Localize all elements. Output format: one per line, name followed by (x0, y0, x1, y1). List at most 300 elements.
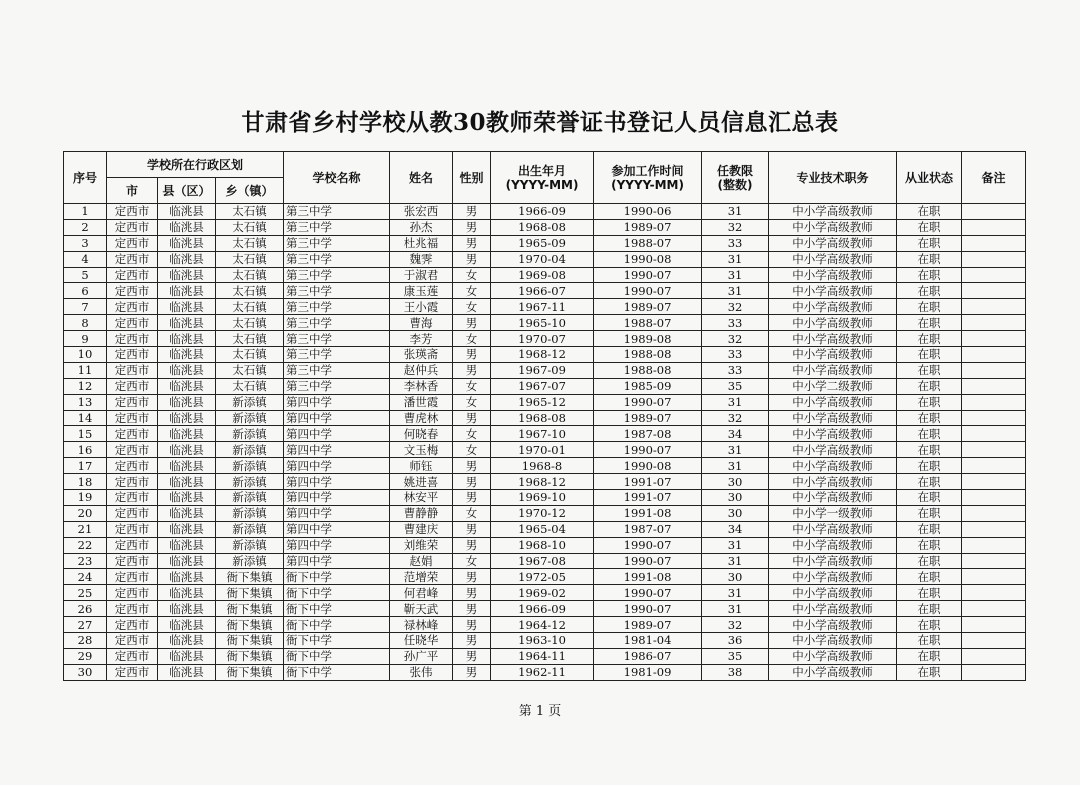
cell-town: 新添镇 (216, 490, 284, 506)
cell-gender: 女 (453, 331, 491, 347)
cell-work-start: 1991-07 (594, 474, 702, 490)
cell-school: 衙下中学 (284, 664, 390, 680)
header-town: 乡（镇） (216, 178, 284, 204)
cell-title: 中小学高级教师 (769, 664, 897, 680)
cell-county: 临洮县 (158, 633, 216, 649)
cell-city: 定西市 (107, 410, 158, 426)
cell-teaching-years: 32 (702, 617, 769, 633)
cell-county: 临洮县 (158, 664, 216, 680)
cell-town: 新添镇 (216, 537, 284, 553)
cell-county: 临洮县 (158, 219, 216, 235)
cell-work-start: 1990-06 (594, 204, 702, 220)
cell-title: 中小学高级教师 (769, 442, 897, 458)
cell-seq: 13 (64, 394, 107, 410)
cell-county: 临洮县 (158, 299, 216, 315)
cell-city: 定西市 (107, 394, 158, 410)
table-row (64, 617, 1026, 633)
table-row (64, 235, 1026, 251)
cell-town: 太石镇 (216, 235, 284, 251)
cell-birth: 1969-02 (491, 585, 594, 601)
table-row (64, 267, 1026, 283)
cell-school: 第三中学 (284, 347, 390, 363)
cell-title: 中小学高级教师 (769, 537, 897, 553)
cell-status: 在职 (897, 458, 962, 474)
cell-birth: 1965-12 (491, 394, 594, 410)
cell-name: 师钰 (390, 458, 453, 474)
cell-teaching-years: 33 (702, 315, 769, 331)
cell-name: 赵仲兵 (390, 362, 453, 378)
cell-name: 曹静静 (390, 505, 453, 521)
cell-town: 衙下集镇 (216, 664, 284, 680)
cell-city: 定西市 (107, 442, 158, 458)
cell-status: 在职 (897, 585, 962, 601)
cell-city: 定西市 (107, 569, 158, 585)
cell-title: 中小学高级教师 (769, 585, 897, 601)
cell-teaching-years: 31 (702, 267, 769, 283)
table-row (64, 633, 1026, 649)
table-row (64, 537, 1026, 553)
cell-work-start: 1990-07 (594, 267, 702, 283)
cell-school: 第三中学 (284, 283, 390, 299)
cell-status: 在职 (897, 267, 962, 283)
cell-title: 中小学高级教师 (769, 474, 897, 490)
cell-name: 禄林峰 (390, 617, 453, 633)
cell-school: 衙下中学 (284, 617, 390, 633)
header-teaching-years (702, 152, 769, 204)
cell-title: 中小学高级教师 (769, 315, 897, 331)
cell-town: 太石镇 (216, 362, 284, 378)
cell-name: 潘世霞 (390, 394, 453, 410)
cell-gender: 男 (453, 204, 491, 220)
cell-gender: 女 (453, 299, 491, 315)
cell-gender: 男 (453, 410, 491, 426)
cell-seq: 10 (64, 347, 107, 363)
cell-birth: 1966-09 (491, 204, 594, 220)
cell-town: 太石镇 (216, 315, 284, 331)
cell-status: 在职 (897, 474, 962, 490)
table-row (64, 410, 1026, 426)
cell-town: 太石镇 (216, 283, 284, 299)
cell-gender: 男 (453, 315, 491, 331)
cell-seq: 28 (64, 633, 107, 649)
cell-status: 在职 (897, 617, 962, 633)
cell-work-start: 1988-07 (594, 315, 702, 331)
cell-birth: 1970-01 (491, 442, 594, 458)
cell-city: 定西市 (107, 505, 158, 521)
cell-town: 太石镇 (216, 251, 284, 267)
header-work-line1: 参加工作时间 (611, 163, 684, 178)
cell-gender: 女 (453, 426, 491, 442)
cell-school: 衙下中学 (284, 601, 390, 617)
cell-county: 临洮县 (158, 569, 216, 585)
cell-birth: 1965-10 (491, 315, 594, 331)
cell-status: 在职 (897, 601, 962, 617)
cell-teaching-years: 32 (702, 219, 769, 235)
cell-teaching-years: 30 (702, 569, 769, 585)
cell-town: 新添镇 (216, 410, 284, 426)
cell-work-start: 1991-08 (594, 505, 702, 521)
cell-city: 定西市 (107, 490, 158, 506)
cell-work-start: 1989-07 (594, 219, 702, 235)
cell-remark (962, 458, 1026, 474)
cell-gender: 男 (453, 633, 491, 649)
cell-gender: 女 (453, 442, 491, 458)
cell-town: 新添镇 (216, 474, 284, 490)
cell-status: 在职 (897, 633, 962, 649)
page-number: 第 1 页 (518, 704, 562, 719)
cell-work-start: 1990-07 (594, 585, 702, 601)
cell-school: 第三中学 (284, 362, 390, 378)
cell-remark (962, 394, 1026, 410)
cell-gender: 男 (453, 664, 491, 680)
cell-remark (962, 601, 1026, 617)
cell-gender: 男 (453, 601, 491, 617)
cell-city: 定西市 (107, 585, 158, 601)
cell-county: 临洮县 (158, 204, 216, 220)
cell-work-start: 1990-07 (594, 283, 702, 299)
cell-seq: 3 (64, 235, 107, 251)
cell-title: 中小学高级教师 (769, 426, 897, 442)
cell-town: 衙下集镇 (216, 601, 284, 617)
cell-work-start: 1981-04 (594, 633, 702, 649)
cell-name: 王小霞 (390, 299, 453, 315)
cell-town: 新添镇 (216, 458, 284, 474)
cell-work-start: 1989-07 (594, 617, 702, 633)
cell-city: 定西市 (107, 347, 158, 363)
cell-teaching-years: 34 (702, 521, 769, 537)
cell-work-start: 1990-08 (594, 251, 702, 267)
table-header (64, 152, 1026, 204)
cell-county: 临洮县 (158, 442, 216, 458)
cell-title: 中小学高级教师 (769, 299, 897, 315)
cell-work-start: 1990-07 (594, 442, 702, 458)
cell-title: 中小学高级教师 (769, 569, 897, 585)
cell-status: 在职 (897, 378, 962, 394)
cell-town: 太石镇 (216, 267, 284, 283)
cell-gender: 女 (453, 505, 491, 521)
cell-status: 在职 (897, 664, 962, 680)
cell-status: 在职 (897, 569, 962, 585)
cell-seq: 19 (64, 490, 107, 506)
cell-school: 第四中学 (284, 410, 390, 426)
cell-remark (962, 664, 1026, 680)
cell-seq: 24 (64, 569, 107, 585)
header-years-line1: 任教限 (717, 163, 754, 178)
cell-school: 第四中学 (284, 426, 390, 442)
cell-seq: 30 (64, 664, 107, 680)
cell-remark (962, 442, 1026, 458)
cell-town: 太石镇 (216, 331, 284, 347)
cell-school: 第三中学 (284, 251, 390, 267)
cell-work-start: 1988-07 (594, 235, 702, 251)
header-work-start (594, 152, 702, 204)
table-row (64, 315, 1026, 331)
cell-teaching-years: 32 (702, 299, 769, 315)
cell-city: 定西市 (107, 601, 158, 617)
cell-name: 孙杰 (390, 219, 453, 235)
table-row (64, 331, 1026, 347)
cell-status: 在职 (897, 251, 962, 267)
cell-name: 康玉莲 (390, 283, 453, 299)
cell-status: 在职 (897, 537, 962, 553)
cell-birth: 1970-07 (491, 331, 594, 347)
table-row (64, 378, 1026, 394)
cell-county: 临洮县 (158, 505, 216, 521)
cell-work-start: 1989-07 (594, 299, 702, 315)
header-status: 从业状态 (897, 152, 962, 204)
cell-name: 任晓华 (390, 633, 453, 649)
cell-seq: 27 (64, 617, 107, 633)
cell-remark (962, 553, 1026, 569)
cell-gender: 男 (453, 251, 491, 267)
cell-city: 定西市 (107, 251, 158, 267)
cell-school: 第三中学 (284, 315, 390, 331)
cell-county: 临洮县 (158, 331, 216, 347)
cell-title: 中小学高级教师 (769, 553, 897, 569)
cell-school: 第四中学 (284, 442, 390, 458)
cell-town: 衙下集镇 (216, 633, 284, 649)
cell-seq: 20 (64, 505, 107, 521)
cell-remark (962, 362, 1026, 378)
cell-seq: 26 (64, 601, 107, 617)
header-birth (491, 152, 594, 204)
cell-birth: 1967-08 (491, 553, 594, 569)
cell-birth: 1970-12 (491, 505, 594, 521)
cell-city: 定西市 (107, 553, 158, 569)
cell-work-start: 1990-07 (594, 537, 702, 553)
cell-gender: 男 (453, 347, 491, 363)
cell-birth: 1964-11 (491, 648, 594, 664)
cell-remark (962, 490, 1026, 506)
table-body (64, 204, 1026, 681)
cell-status: 在职 (897, 204, 962, 220)
cell-name: 何晓春 (390, 426, 453, 442)
cell-county: 临洮县 (158, 410, 216, 426)
cell-teaching-years: 32 (702, 410, 769, 426)
header-work-line2: (YYYY-MM) (611, 177, 684, 192)
cell-gender: 男 (453, 648, 491, 664)
cell-school: 第四中学 (284, 474, 390, 490)
cell-seq: 22 (64, 537, 107, 553)
cell-status: 在职 (897, 426, 962, 442)
cell-gender: 女 (453, 283, 491, 299)
table-row (64, 251, 1026, 267)
cell-title: 中小学高级教师 (769, 633, 897, 649)
cell-county: 临洮县 (158, 474, 216, 490)
cell-teaching-years: 36 (702, 633, 769, 649)
cell-birth: 1968-12 (491, 347, 594, 363)
cell-county: 临洮县 (158, 347, 216, 363)
cell-status: 在职 (897, 553, 962, 569)
header-school: 学校名称 (284, 152, 390, 204)
cell-city: 定西市 (107, 204, 158, 220)
cell-status: 在职 (897, 648, 962, 664)
cell-title: 中小学高级教师 (769, 267, 897, 283)
cell-name: 李林香 (390, 378, 453, 394)
cell-status: 在职 (897, 394, 962, 410)
cell-status: 在职 (897, 315, 962, 331)
cell-work-start: 1988-08 (594, 362, 702, 378)
cell-gender: 男 (453, 585, 491, 601)
cell-birth: 1967-10 (491, 426, 594, 442)
cell-town: 衙下集镇 (216, 617, 284, 633)
cell-remark (962, 648, 1026, 664)
table-row (64, 283, 1026, 299)
header-county: 县（区） (158, 178, 216, 204)
cell-gender: 女 (453, 378, 491, 394)
cell-birth: 1967-11 (491, 299, 594, 315)
cell-name: 张瑛斋 (390, 347, 453, 363)
cell-work-start: 1989-07 (594, 410, 702, 426)
cell-school: 第四中学 (284, 537, 390, 553)
cell-birth: 1970-04 (491, 251, 594, 267)
cell-county: 临洮县 (158, 251, 216, 267)
cell-school: 第三中学 (284, 331, 390, 347)
cell-seq: 25 (64, 585, 107, 601)
cell-seq: 6 (64, 283, 107, 299)
header-birth-line2: (YYYY-MM) (505, 177, 579, 192)
cell-birth: 1963-10 (491, 633, 594, 649)
cell-work-start: 1985-09 (594, 378, 702, 394)
header-title: 专业技术职务 (769, 152, 897, 204)
cell-birth: 1966-09 (491, 601, 594, 617)
cell-birth: 1968-8 (491, 458, 594, 474)
cell-title: 中小学高级教师 (769, 362, 897, 378)
cell-school: 第三中学 (284, 219, 390, 235)
table-row (64, 442, 1026, 458)
cell-school: 第三中学 (284, 204, 390, 220)
cell-county: 临洮县 (158, 537, 216, 553)
cell-city: 定西市 (107, 299, 158, 315)
table-row (64, 569, 1026, 585)
cell-seq: 23 (64, 553, 107, 569)
cell-gender: 男 (453, 458, 491, 474)
cell-school: 第四中学 (284, 505, 390, 521)
table-row (64, 362, 1026, 378)
cell-work-start: 1988-08 (594, 347, 702, 363)
cell-title: 中小学高级教师 (769, 394, 897, 410)
cell-county: 临洮县 (158, 648, 216, 664)
cell-birth: 1969-08 (491, 267, 594, 283)
page-title: 甘肃省乡村学校从教30教师荣誉证书登记人员信息汇总表 (241, 109, 839, 136)
cell-city: 定西市 (107, 426, 158, 442)
cell-town: 太石镇 (216, 299, 284, 315)
cell-city: 定西市 (107, 378, 158, 394)
cell-remark (962, 474, 1026, 490)
cell-title: 中小学高级教师 (769, 458, 897, 474)
header-remark: 备注 (962, 152, 1026, 204)
cell-work-start: 1990-08 (594, 458, 702, 474)
cell-name: 姚进喜 (390, 474, 453, 490)
cell-city: 定西市 (107, 617, 158, 633)
cell-town: 太石镇 (216, 378, 284, 394)
cell-title: 中小学高级教师 (769, 617, 897, 633)
cell-title: 中小学高级教师 (769, 251, 897, 267)
cell-seq: 29 (64, 648, 107, 664)
table-row (64, 553, 1026, 569)
table-row (64, 648, 1026, 664)
cell-school: 第三中学 (284, 299, 390, 315)
cell-title: 中小学高级教师 (769, 347, 897, 363)
cell-seq: 9 (64, 331, 107, 347)
cell-status: 在职 (897, 219, 962, 235)
cell-name: 林安平 (390, 490, 453, 506)
cell-work-start: 1990-07 (594, 601, 702, 617)
cell-county: 临洮县 (158, 585, 216, 601)
header-region-group: 学校所在行政区划 (107, 152, 284, 178)
cell-teaching-years: 33 (702, 235, 769, 251)
cell-name: 孙广平 (390, 648, 453, 664)
cell-remark (962, 585, 1026, 601)
cell-birth: 1968-10 (491, 537, 594, 553)
cell-gender: 女 (453, 267, 491, 283)
cell-remark (962, 347, 1026, 363)
cell-remark (962, 315, 1026, 331)
cell-work-start: 1987-08 (594, 426, 702, 442)
cell-title: 中小学高级教师 (769, 283, 897, 299)
cell-county: 临洮县 (158, 426, 216, 442)
cell-town: 衙下集镇 (216, 569, 284, 585)
cell-title: 中小学高级教师 (769, 648, 897, 664)
cell-seq: 15 (64, 426, 107, 442)
table-row (64, 601, 1026, 617)
cell-county: 临洮县 (158, 521, 216, 537)
table-row (64, 426, 1026, 442)
cell-school: 衙下中学 (284, 648, 390, 664)
cell-teaching-years: 30 (702, 490, 769, 506)
cell-county: 临洮县 (158, 458, 216, 474)
cell-remark (962, 617, 1026, 633)
cell-name: 曹虎林 (390, 410, 453, 426)
cell-seq: 17 (64, 458, 107, 474)
cell-remark (962, 569, 1026, 585)
cell-name: 杜兆福 (390, 235, 453, 251)
cell-birth: 1969-10 (491, 490, 594, 506)
cell-city: 定西市 (107, 633, 158, 649)
cell-birth: 1968-08 (491, 410, 594, 426)
cell-county: 临洮县 (158, 315, 216, 331)
cell-teaching-years: 31 (702, 283, 769, 299)
table-row (64, 585, 1026, 601)
cell-title: 中小学高级教师 (769, 490, 897, 506)
cell-name: 张伟 (390, 664, 453, 680)
cell-remark (962, 204, 1026, 220)
cell-remark (962, 283, 1026, 299)
cell-county: 临洮县 (158, 362, 216, 378)
cell-city: 定西市 (107, 362, 158, 378)
cell-title: 中小学高级教师 (769, 521, 897, 537)
cell-gender: 男 (453, 537, 491, 553)
cell-remark (962, 378, 1026, 394)
cell-name: 靳天武 (390, 601, 453, 617)
cell-teaching-years: 33 (702, 362, 769, 378)
cell-town: 太石镇 (216, 219, 284, 235)
cell-town: 太石镇 (216, 347, 284, 363)
cell-school: 第三中学 (284, 378, 390, 394)
cell-birth: 1966-07 (491, 283, 594, 299)
cell-county: 临洮县 (158, 235, 216, 251)
cell-city: 定西市 (107, 283, 158, 299)
cell-school: 第四中学 (284, 394, 390, 410)
cell-birth: 1965-04 (491, 521, 594, 537)
cell-teaching-years: 33 (702, 347, 769, 363)
cell-work-start: 1986-07 (594, 648, 702, 664)
cell-remark (962, 410, 1026, 426)
cell-gender: 男 (453, 362, 491, 378)
cell-birth: 1964-12 (491, 617, 594, 633)
cell-teaching-years: 31 (702, 458, 769, 474)
cell-teaching-years: 31 (702, 537, 769, 553)
